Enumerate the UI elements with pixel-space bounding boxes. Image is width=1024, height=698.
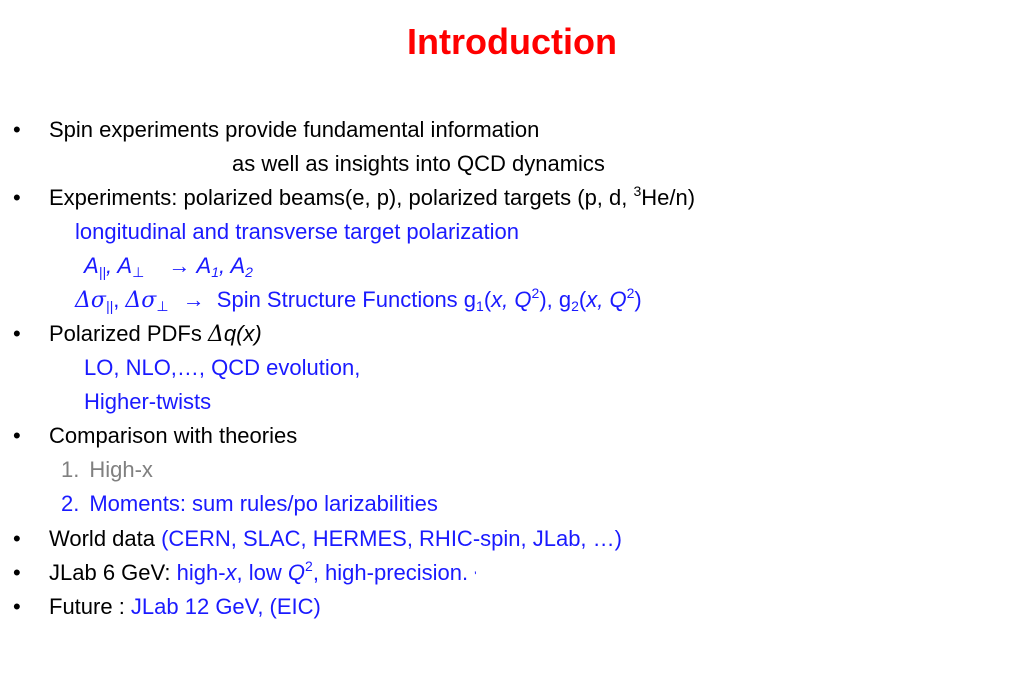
highlight-text: JLab 12 GeV, (EIC) <box>130 594 321 619</box>
sub-evolution: LO, NLO,…, QCD evolution, <box>84 355 361 380</box>
item-number: 2. <box>61 491 80 516</box>
symbol: Δσ <box>125 288 157 313</box>
text-part: Polarized PDFs <box>49 321 208 346</box>
text-part: He/n) <box>641 185 696 210</box>
bullet-continuation: as well as insights into QCD dynamics <box>232 151 605 176</box>
variable: Q <box>609 287 627 312</box>
separator: , <box>502 287 515 312</box>
subscript: ⊥ <box>132 264 145 280</box>
sub-asymmetries <box>84 252 253 280</box>
separator: , <box>597 287 610 312</box>
text-part: Future : <box>49 594 131 619</box>
stray-mark: ' <box>474 569 477 583</box>
superscript: 2 <box>626 285 635 301</box>
subscript: 2 <box>571 298 579 314</box>
variable: x <box>491 287 503 312</box>
subscript: || <box>98 264 106 280</box>
highlight-text: high- <box>176 560 226 585</box>
separator: , <box>113 287 126 312</box>
highlight-text: , low <box>236 560 288 585</box>
symbol: A <box>230 253 246 278</box>
sub-higher-twists: Higher-twists <box>84 389 212 414</box>
numbered-item-high-x <box>61 456 153 484</box>
subscript: 1 <box>211 264 220 280</box>
sub-structure-functions <box>75 286 642 314</box>
bullet-dot: • <box>13 423 21 448</box>
subscript: 1 <box>476 298 484 314</box>
bullet-text <box>49 320 262 349</box>
arrow-icon: → <box>168 253 191 278</box>
paren: ( <box>483 287 492 312</box>
bullet-text: Comparison with theories <box>49 423 298 448</box>
separator: , <box>105 253 118 278</box>
slide-title: Introduction <box>407 21 617 62</box>
paren: ) <box>539 287 547 312</box>
highlight-text: (CERN, SLAC, HERMES, RHIC-spin, JLab, …) <box>161 526 622 551</box>
bullet-dot: • <box>13 594 21 619</box>
paren: ( <box>578 287 587 312</box>
item-text: Moments: sum rules/po larizabilities <box>89 491 438 516</box>
superscript: 2 <box>531 285 540 301</box>
bullet-dot: • <box>13 185 21 210</box>
superscript: 2 <box>305 558 313 574</box>
highlight-text: , high-precision. <box>312 560 475 585</box>
bullet-text <box>49 525 622 553</box>
bullet-text <box>49 593 321 621</box>
variable: x <box>225 560 237 585</box>
symbol: A <box>84 253 99 278</box>
variable: Q <box>287 560 306 585</box>
bullet-text: Spin experiments provide fundamental information <box>49 117 540 142</box>
variable: x <box>586 287 598 312</box>
sub-polarization: longitudinal and transverse target polarization <box>75 219 519 244</box>
superscript: 3 <box>633 183 642 199</box>
bullet-dot: • <box>13 560 21 585</box>
subscript: 2 <box>245 264 253 280</box>
item-text: High-x <box>89 457 153 482</box>
symbol: Δ <box>207 322 224 347</box>
subscript: ⊥ <box>156 298 169 314</box>
separator: , <box>219 253 231 278</box>
text-part: Experiments: polarized beams(e, p), polarized targets (p, d, <box>49 185 634 210</box>
paren: ) <box>634 287 642 312</box>
symbol: A <box>196 253 212 278</box>
variable: q(x) <box>223 321 262 346</box>
arrow-icon: → <box>182 287 205 312</box>
numbered-item-moments <box>61 490 438 518</box>
ssf-label: Spin Structure Functions g <box>216 287 477 312</box>
text-part: , g <box>546 287 572 312</box>
bullet-text <box>49 184 695 212</box>
subscript: || <box>105 298 114 314</box>
symbol: Δσ <box>75 288 106 313</box>
item-number: 1. <box>61 457 80 482</box>
bullet-dot: • <box>13 526 21 551</box>
bullet-dot: • <box>13 321 21 346</box>
bullet-text <box>49 559 477 590</box>
variable: Q <box>514 287 532 312</box>
text-part: JLab 6 GeV: <box>49 560 177 585</box>
symbol: A <box>117 253 133 278</box>
bullet-dot: • <box>13 117 21 142</box>
text-part: World data <box>49 526 162 551</box>
